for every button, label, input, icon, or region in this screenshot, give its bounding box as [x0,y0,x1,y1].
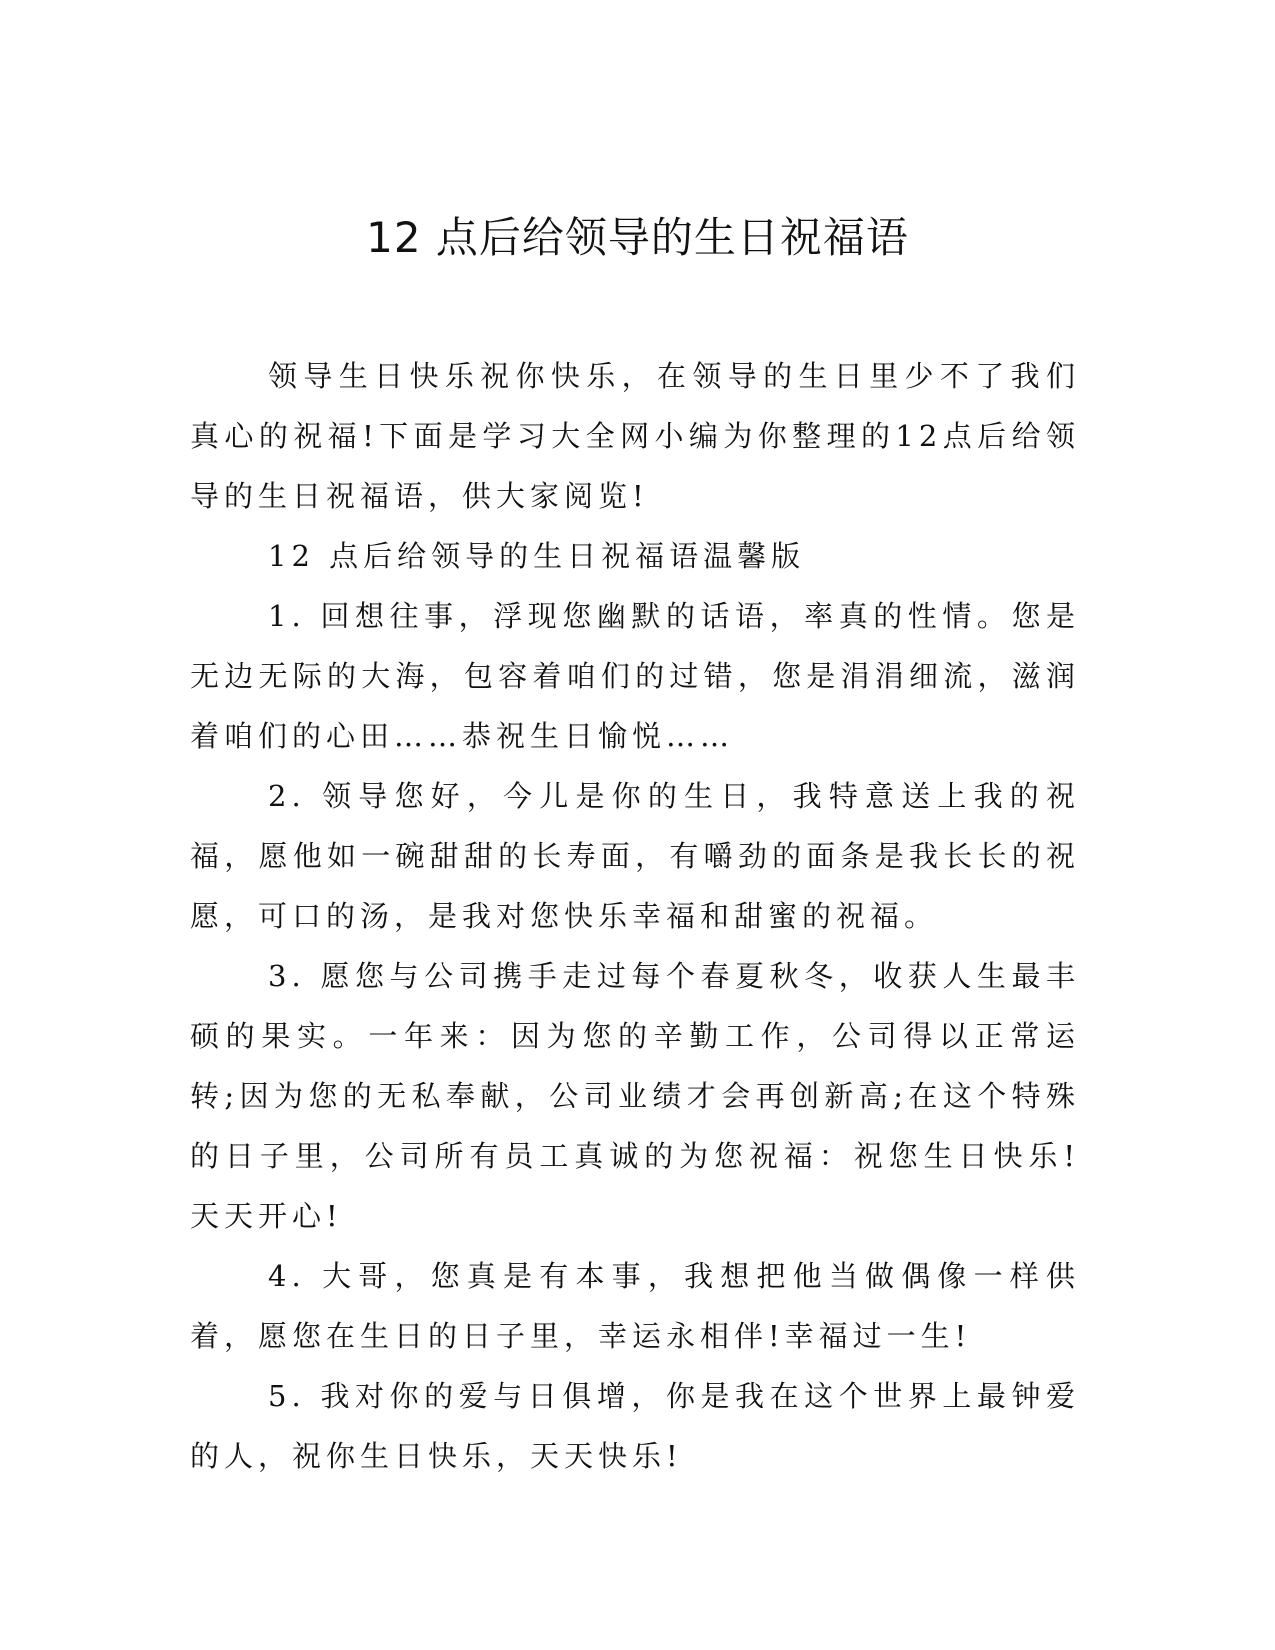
wish-item-4: 4. 大哥，您真是有本事，我想把他当做偶像一样供着，愿您在生日的日子里，幸运永相伴!幸福过一生! [190,1259,1080,1353]
document-title: 12 点后给领导的生日祝福语 [366,213,909,262]
wish-item-1: 1. 回想往事，浮现您幽默的话语，率真的性情。您是无边无际的大海，包容着咱们的过错，您是涓涓细流，滋润着咱们的心田……恭祝生日愉悦…… [190,599,1080,753]
wish-item-5: 5. 我对你的爱与日俱增，你是我在这个世界上最钟爱的人，祝你生日快乐，天天快乐! [190,1379,1080,1473]
intro-paragraph: 领导生日快乐祝你快乐，在领导的生日里少不了我们真心的祝福!下面是学习大全网小编为你整理的12点后给领导的生日祝福语，供大家阅览! [190,359,1080,513]
wish-item-2: 2. 领导您好，今儿是你的生日，我特意送上我的祝福，愿他如一碗甜甜的长寿面，有嚼劲的面条是我长长的祝愿，可口的汤，是我对您快乐幸福和甜蜜的祝福。 [190,779,1080,933]
wish-item-3: 3. 愿您与公司携手走过每个春夏秋冬，收获人生最丰硕的果实。一年来：因为您的辛勤工作，公司得以正常运转;因为您的无私奉献，公司业绩才会再创新高;在这个特殊的日子里，公司所有员工真诚的为您祝福：祝您生日快乐!天天开心! [190,959,1080,1233]
section-heading: 12 点后给领导的生日祝福语温馨版 [268,539,806,573]
document-body [190,346,1080,1486]
